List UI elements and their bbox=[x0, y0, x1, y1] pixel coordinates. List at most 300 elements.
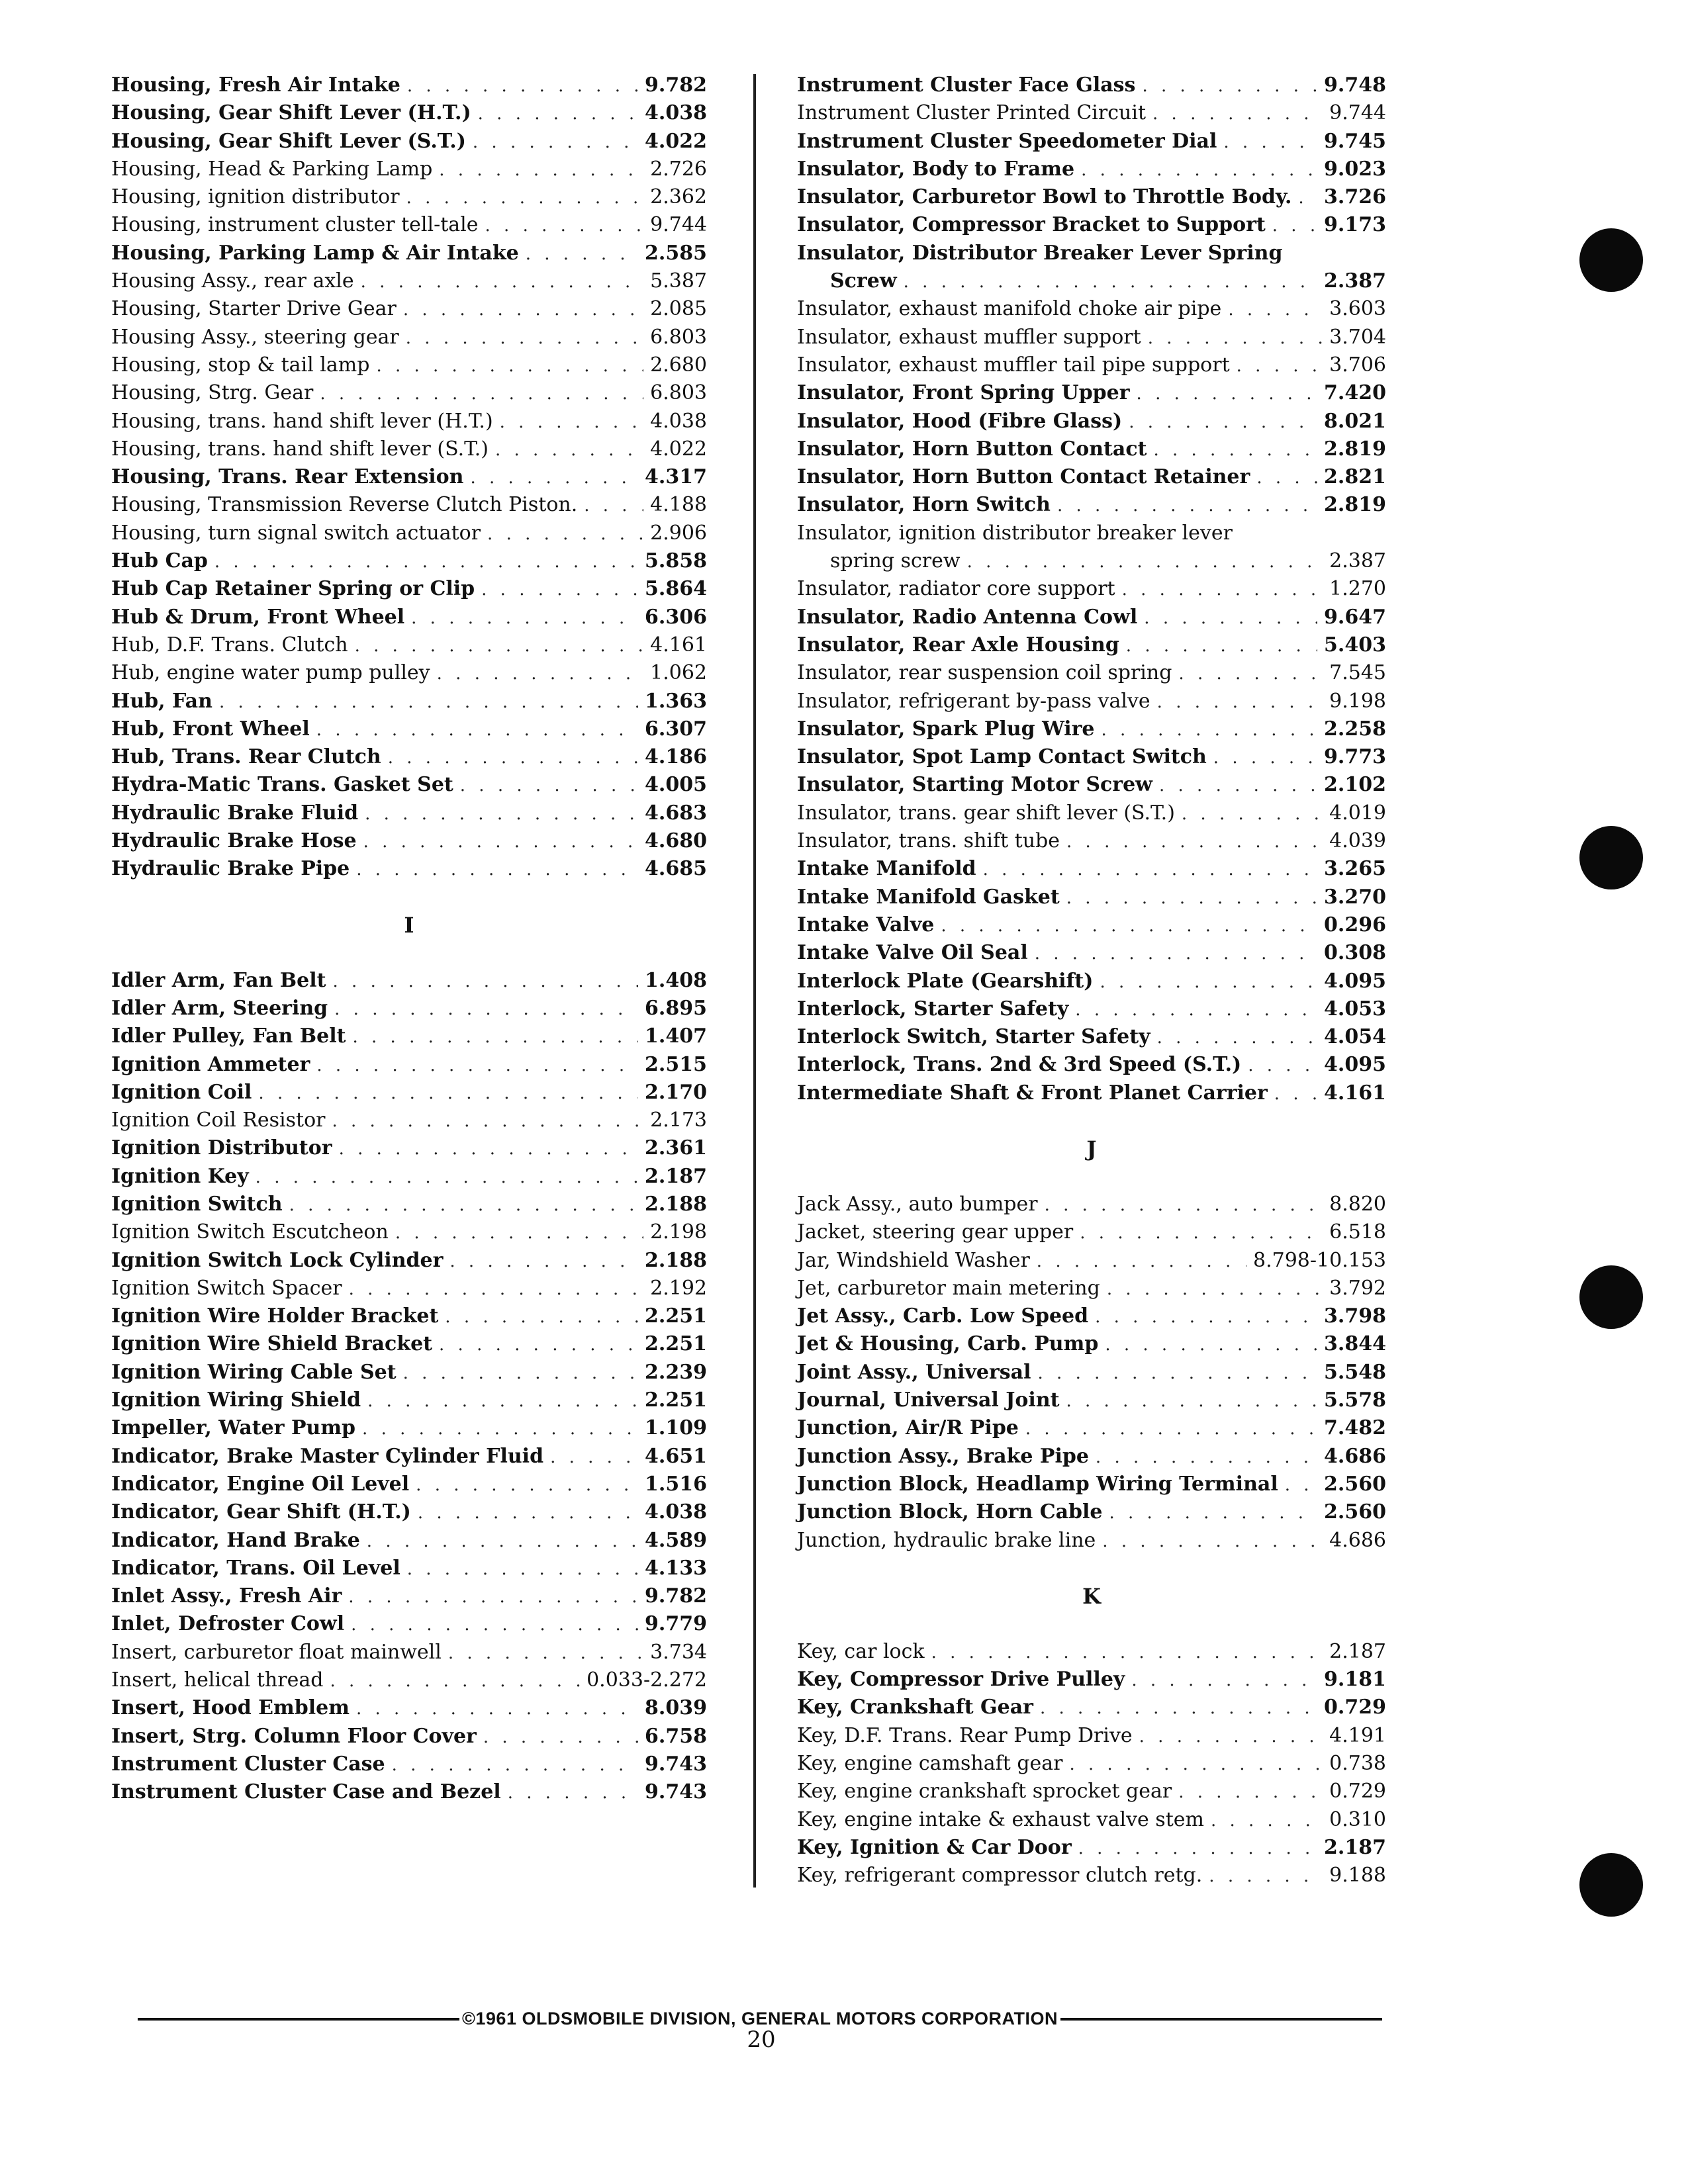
index-entry-name: Housing, stop & tail lamp bbox=[111, 353, 370, 377]
dot-leader bbox=[362, 1415, 638, 1443]
dot-leader bbox=[983, 856, 1317, 884]
index-entry bbox=[797, 1414, 1386, 1442]
index-entry-name: Intake Valve Oil Seal bbox=[797, 941, 1028, 965]
index-entry-page: 2.821 bbox=[1324, 465, 1386, 489]
index-entry bbox=[797, 1023, 1386, 1051]
punch-hole-1 bbox=[1579, 228, 1643, 292]
index-entry bbox=[797, 1750, 1386, 1778]
index-entry-name: Junction Block, Horn Cable bbox=[797, 1500, 1103, 1524]
index-entry-name: Insulator, Radio Antenna Cowl bbox=[797, 605, 1138, 629]
dot-leader bbox=[407, 1555, 638, 1583]
index-list-h bbox=[111, 71, 707, 884]
dot-leader bbox=[1178, 1778, 1323, 1806]
index-entry-name: Idler Arm, Fan Belt bbox=[111, 968, 326, 992]
index-entry-page: 6.518 bbox=[1329, 1220, 1386, 1244]
index-entry bbox=[111, 99, 707, 127]
index-entry-page: 2.251 bbox=[645, 1388, 707, 1412]
index-entry-page: 4.686 bbox=[1324, 1444, 1386, 1468]
index-entry-page: 3.603 bbox=[1329, 297, 1386, 321]
index-entry-name: Insert, helical thread bbox=[111, 1668, 324, 1692]
index-entry-page: 2.102 bbox=[1324, 773, 1386, 797]
index-entry-name: Inlet Assy., Fresh Air bbox=[111, 1584, 342, 1608]
index-entry-page: 8.021 bbox=[1324, 409, 1386, 433]
dot-leader bbox=[445, 1303, 638, 1331]
index-entry-page: 2.251 bbox=[645, 1304, 707, 1328]
index-entry-page: 6.306 bbox=[645, 605, 707, 629]
index-entry bbox=[111, 1023, 707, 1050]
index-entry-name: Ignition Distributor bbox=[111, 1136, 332, 1160]
index-entry-name: Insulator, Starting Motor Screw bbox=[797, 773, 1152, 797]
dot-leader bbox=[219, 688, 638, 716]
dot-leader bbox=[214, 548, 638, 576]
index-entry-name: Hub Cap Retainer Spring or Clip bbox=[111, 577, 475, 601]
index-entry bbox=[797, 631, 1386, 659]
index-entry bbox=[111, 324, 707, 351]
index-entry bbox=[797, 688, 1386, 715]
section-letter-i: I bbox=[404, 912, 414, 938]
index-entry bbox=[111, 183, 707, 211]
index-entry-page: 4.589 bbox=[645, 1528, 707, 1552]
index-entry-name: Insulator, refrigerant by-pass valve bbox=[797, 689, 1150, 713]
dot-leader bbox=[904, 268, 1317, 296]
dot-leader bbox=[353, 1023, 639, 1051]
section-letter-k: K bbox=[1082, 1583, 1101, 1609]
index-entry-name: Insulator, exhaust manifold choke air pipe bbox=[797, 297, 1222, 321]
index-entry-name: Housing, Transmission Reverse Clutch Piston. bbox=[111, 493, 578, 517]
index-list-j bbox=[797, 1191, 1386, 1555]
index-entry-name: Housing, Parking Lamp & Air Intake bbox=[111, 241, 519, 265]
dot-leader bbox=[1298, 184, 1317, 212]
index-entry bbox=[111, 1414, 707, 1442]
index-entry bbox=[797, 1191, 1386, 1218]
index-entry-page: 0.729 bbox=[1324, 1696, 1386, 1719]
index-entry-page: 2.187 bbox=[645, 1164, 707, 1188]
index-entry-page: 6.895 bbox=[645, 996, 707, 1020]
index-entry-name: Housing, turn signal switch actuator bbox=[111, 521, 481, 545]
dot-leader bbox=[407, 72, 638, 100]
dot-leader bbox=[355, 632, 644, 660]
index-entry-page: 2.515 bbox=[645, 1052, 707, 1076]
index-entry-name: Hub, engine water pump pulley bbox=[111, 661, 430, 685]
index-entry bbox=[111, 351, 707, 379]
index-entry bbox=[111, 995, 707, 1023]
index-entry-name: Key, refrigerant compressor clutch retg. bbox=[797, 1864, 1203, 1888]
index-entry-page: 1.408 bbox=[645, 968, 707, 992]
punch-hole-4 bbox=[1579, 1853, 1643, 1917]
index-entry-name: Jet, carburetor main metering bbox=[797, 1276, 1100, 1300]
index-entry bbox=[111, 631, 707, 659]
dot-leader bbox=[1066, 828, 1323, 856]
index-entry-name: Insulator, Horn Button Contact Retainer bbox=[797, 465, 1250, 489]
dot-leader bbox=[460, 772, 638, 799]
index-entry-page: 9.782 bbox=[645, 73, 707, 97]
index-entry-name: Housing Assy., rear axle bbox=[111, 269, 354, 293]
index-entry-name: Jet & Housing, Carb. Pump bbox=[797, 1332, 1099, 1356]
index-entry bbox=[797, 240, 1386, 267]
index-entry-name: Ignition Coil Resistor bbox=[111, 1109, 326, 1132]
index-right-column bbox=[797, 71, 1386, 1890]
index-entry-name: Hub, Front Wheel bbox=[111, 717, 310, 741]
index-entry-name: Housing, Trans. Rear Extension bbox=[111, 465, 464, 489]
index-entry-page: 2.819 bbox=[1324, 493, 1386, 517]
index-entry-name: Hydraulic Brake Hose bbox=[111, 829, 357, 853]
dot-leader bbox=[473, 128, 638, 156]
index-entry-page: 8.798-10.153 bbox=[1253, 1248, 1386, 1272]
index-entry-name: Junction Assy., Brake Pipe bbox=[797, 1444, 1089, 1468]
index-entry-name: Ignition Switch Lock Cylinder bbox=[111, 1248, 444, 1272]
dot-leader bbox=[1148, 324, 1323, 352]
dot-leader bbox=[1096, 1443, 1317, 1471]
index-entry-page: 5.864 bbox=[645, 577, 707, 601]
index-entry-page: 9.773 bbox=[1324, 745, 1386, 769]
dot-leader bbox=[351, 1611, 638, 1639]
index-entry-name: Jack Assy., auto bumper bbox=[797, 1192, 1038, 1216]
index-entry bbox=[797, 1722, 1386, 1750]
index-entry-page: 2.170 bbox=[645, 1080, 707, 1104]
index-entry-page: 2.387 bbox=[1324, 269, 1386, 293]
index-entry-name: Intermediate Shaft & Front Planet Carrier bbox=[797, 1081, 1268, 1105]
index-entry-page: 5.858 bbox=[645, 549, 707, 573]
index-entry-page: 9.779 bbox=[645, 1612, 707, 1636]
index-entry bbox=[111, 1694, 707, 1722]
index-entry-name: Ignition Coil bbox=[111, 1080, 252, 1104]
dot-leader bbox=[388, 744, 638, 772]
index-entry bbox=[111, 799, 707, 827]
index-entry bbox=[797, 1359, 1386, 1387]
dot-leader bbox=[1137, 380, 1318, 408]
index-entry bbox=[797, 71, 1386, 99]
index-entry-name: Housing, Strg. Gear bbox=[111, 381, 314, 405]
index-entry bbox=[797, 1778, 1386, 1805]
index-entry-page: 4.161 bbox=[1324, 1081, 1386, 1105]
index-entry-name: Insulator, Spot Lamp Contact Switch bbox=[797, 745, 1207, 769]
dot-leader bbox=[1095, 1303, 1317, 1331]
dot-leader bbox=[367, 1387, 638, 1415]
index-entry-page: 2.906 bbox=[650, 521, 707, 545]
dot-leader bbox=[1256, 464, 1317, 492]
index-entry-page: 2.187 bbox=[1324, 1835, 1386, 1859]
index-entry bbox=[111, 463, 707, 491]
index-entry-name: Screw bbox=[830, 269, 897, 293]
dot-leader bbox=[439, 1331, 638, 1359]
index-entry-name: Key, engine camshaft gear bbox=[797, 1752, 1063, 1776]
index-entry bbox=[797, 855, 1386, 883]
index-entry-page: 9.647 bbox=[1324, 605, 1386, 629]
index-entry-page: 9.743 bbox=[645, 1752, 707, 1776]
index-entry bbox=[797, 491, 1386, 519]
index-entry-page: 2.819 bbox=[1324, 437, 1386, 461]
index-entry bbox=[797, 911, 1386, 939]
index-entry-page: 7.545 bbox=[1329, 661, 1386, 685]
index-entry-page: 4.317 bbox=[645, 465, 707, 489]
dot-leader bbox=[1122, 576, 1323, 604]
dot-leader bbox=[356, 856, 638, 884]
index-entry bbox=[111, 855, 707, 883]
index-entry bbox=[797, 1275, 1386, 1302]
index-entry-page: 9.173 bbox=[1324, 213, 1386, 237]
dot-leader bbox=[1109, 1499, 1318, 1527]
dot-leader bbox=[320, 380, 643, 408]
index-entry-page: 4.095 bbox=[1324, 969, 1386, 993]
index-entry bbox=[797, 1079, 1386, 1107]
index-entry bbox=[111, 1107, 707, 1134]
index-entry bbox=[111, 1051, 707, 1079]
index-entry bbox=[111, 604, 707, 631]
index-entry bbox=[111, 827, 707, 855]
index-entry-name: Insulator, Horn Switch bbox=[797, 493, 1051, 517]
index-entry bbox=[797, 324, 1386, 351]
index-entry-name: Insulator, trans. gear shift lever (S.T.) bbox=[797, 801, 1175, 825]
index-entry-page: 8.820 bbox=[1329, 1192, 1386, 1216]
index-entry-page: 9.744 bbox=[1329, 101, 1386, 125]
dot-leader bbox=[550, 1443, 638, 1471]
index-entry bbox=[111, 547, 707, 575]
index-entry bbox=[111, 1302, 707, 1330]
dot-leader bbox=[1131, 1666, 1317, 1694]
index-entry-page: 1.270 bbox=[1329, 577, 1386, 601]
dot-leader bbox=[333, 968, 639, 995]
index-entry bbox=[111, 1359, 707, 1387]
dot-leader bbox=[1159, 772, 1317, 799]
dot-leader bbox=[403, 1359, 638, 1387]
index-entry-name: Interlock, Starter Safety bbox=[797, 997, 1069, 1021]
index-entry-page: 1.109 bbox=[645, 1416, 707, 1440]
index-entry-page: 2.187 bbox=[1329, 1639, 1386, 1663]
index-entry-page: 3.792 bbox=[1329, 1276, 1386, 1300]
index-entry bbox=[111, 295, 707, 323]
index-entry bbox=[797, 771, 1386, 799]
index-entry-name: Interlock Switch, Starter Safety bbox=[797, 1025, 1150, 1049]
dot-leader bbox=[1035, 940, 1317, 968]
index-entry bbox=[111, 1751, 707, 1778]
index-list-i-continued bbox=[797, 71, 1386, 1107]
dot-leader bbox=[449, 1248, 638, 1275]
index-entry-name: Hub Cap bbox=[111, 549, 208, 573]
index-entry-page: 2.387 bbox=[1329, 549, 1386, 573]
index-entry bbox=[111, 1555, 707, 1582]
index-entry-name: Insulator, Carburetor Bowl to Throttle Body. bbox=[797, 185, 1292, 209]
index-entry-name: Housing, Gear Shift Lever (S.T.) bbox=[111, 129, 466, 153]
dot-leader bbox=[1126, 632, 1317, 660]
dot-leader bbox=[1285, 1471, 1317, 1499]
dot-leader bbox=[439, 156, 643, 184]
index-entry-page: 3.706 bbox=[1329, 353, 1386, 377]
index-entry bbox=[111, 1275, 707, 1302]
index-entry bbox=[111, 520, 707, 547]
dot-leader bbox=[1102, 1527, 1323, 1555]
dot-leader bbox=[448, 1639, 643, 1667]
index-entry bbox=[111, 156, 707, 183]
dot-leader bbox=[349, 1275, 643, 1303]
copyright-notice: ©1961 OLDSMOBILE DIVISION, GENERAL MOTORS CORPORATION bbox=[462, 2009, 1058, 2028]
index-entry-page: 2.560 bbox=[1324, 1500, 1386, 1524]
index-entry-name: Instrument Cluster Printed Circuit bbox=[797, 101, 1147, 125]
index-entry-page: 3.704 bbox=[1329, 325, 1386, 349]
dot-leader bbox=[508, 1779, 638, 1807]
index-entry-page: 6.758 bbox=[645, 1724, 707, 1748]
index-entry bbox=[797, 1247, 1386, 1275]
dot-leader bbox=[931, 1639, 1323, 1666]
index-entry bbox=[797, 1527, 1386, 1555]
page-number: 20 bbox=[747, 2026, 776, 2053]
index-entry-name: Hub, Trans. Rear Clutch bbox=[111, 745, 381, 769]
index-entry bbox=[111, 1163, 707, 1191]
dot-leader bbox=[339, 1135, 638, 1163]
index-entry bbox=[111, 659, 707, 687]
index-entry-page: 2.251 bbox=[645, 1332, 707, 1356]
index-entry bbox=[797, 1638, 1386, 1666]
index-entry bbox=[797, 267, 1386, 295]
index-entry bbox=[797, 128, 1386, 156]
footer-rule-left bbox=[138, 2018, 459, 2021]
index-entry-name: Ignition Switch Escutcheon bbox=[111, 1220, 389, 1244]
index-entry-page: 4.053 bbox=[1324, 997, 1386, 1021]
index-entry-name: Idler Arm, Steering bbox=[111, 996, 328, 1020]
index-entry-page: 1.407 bbox=[645, 1024, 707, 1048]
index-entry bbox=[797, 463, 1386, 491]
index-entry bbox=[111, 1527, 707, 1555]
index-entry bbox=[111, 743, 707, 771]
index-entry bbox=[797, 1862, 1386, 1889]
dot-leader bbox=[376, 352, 643, 380]
index-entry-page: 0.296 bbox=[1324, 913, 1386, 936]
section-letter-j: J bbox=[1086, 1136, 1097, 1161]
index-entry-name: Insulator, Hood (Fibre Glass) bbox=[797, 409, 1123, 433]
index-entry-name: Intake Manifold bbox=[797, 857, 976, 881]
index-entry-name: Key, engine crankshaft sprocket gear bbox=[797, 1780, 1172, 1803]
index-entry-page: 4.161 bbox=[650, 633, 707, 657]
dot-leader bbox=[1102, 716, 1318, 744]
dot-leader bbox=[1037, 1248, 1246, 1275]
index-entry-page: 2.239 bbox=[645, 1360, 707, 1384]
index-entry bbox=[111, 1639, 707, 1666]
dot-leader bbox=[1045, 1191, 1323, 1219]
dot-leader bbox=[495, 436, 643, 464]
index-entry-page: 3.734 bbox=[650, 1640, 707, 1664]
dot-leader bbox=[1070, 1751, 1323, 1778]
index-entry-name: Insulator, Rear Axle Housing bbox=[797, 633, 1119, 657]
index-entry-name: Ignition Ammeter bbox=[111, 1052, 310, 1076]
index-entry-page: 4.005 bbox=[645, 773, 707, 797]
dot-leader bbox=[392, 1751, 638, 1779]
index-entry bbox=[111, 771, 707, 799]
index-entry-page: 9.744 bbox=[650, 213, 707, 237]
index-entry bbox=[797, 1666, 1386, 1694]
index-entry-page: 4.186 bbox=[645, 745, 707, 769]
index-entry-name: Key, car lock bbox=[797, 1639, 925, 1663]
index-entry-name: Insulator, ignition distributor breaker lever bbox=[797, 521, 1233, 545]
index-entry-page: 2.680 bbox=[650, 353, 707, 377]
index-entry-name: Instrument Cluster Case and Bezel bbox=[111, 1780, 501, 1804]
dot-leader bbox=[1105, 1331, 1317, 1359]
dot-leader bbox=[1129, 408, 1317, 436]
dot-leader bbox=[1211, 1807, 1323, 1835]
index-entry-name: Key, Crankshaft Gear bbox=[797, 1696, 1033, 1719]
index-entry-name: Indicator, Hand Brake bbox=[111, 1528, 360, 1552]
index-entry bbox=[797, 1218, 1386, 1246]
dot-leader bbox=[481, 576, 638, 604]
index-entry-page: 3.726 bbox=[1324, 185, 1386, 209]
footer-rule-right bbox=[1060, 2018, 1382, 2021]
index-entry-page: 3.844 bbox=[1324, 1332, 1386, 1356]
index-entry-page: 2.188 bbox=[645, 1248, 707, 1272]
index-entry-name: Key, Compressor Drive Pulley bbox=[797, 1668, 1125, 1692]
dot-leader bbox=[1057, 492, 1317, 520]
dot-leader bbox=[256, 1163, 638, 1191]
dot-leader bbox=[485, 212, 644, 240]
dot-leader bbox=[478, 100, 638, 128]
index-entry-page: 4.686 bbox=[1329, 1528, 1386, 1552]
index-entry bbox=[111, 1079, 707, 1107]
index-entry-page: 4.685 bbox=[645, 857, 707, 881]
dot-leader bbox=[1209, 1862, 1323, 1890]
index-entry bbox=[111, 1330, 707, 1358]
index-entry-page: 6.803 bbox=[650, 381, 707, 405]
index-entry-name: Hydraulic Brake Pipe bbox=[111, 857, 350, 881]
index-entry-page: 4.683 bbox=[645, 801, 707, 825]
index-entry-name: Insulator, Front Spring Upper bbox=[797, 381, 1130, 405]
index-entry bbox=[797, 1471, 1386, 1498]
index-entry-page: 4.038 bbox=[645, 101, 707, 125]
index-entry-name: Instrument Cluster Speedometer Dial bbox=[797, 129, 1217, 153]
index-left-column bbox=[111, 71, 707, 1807]
punch-hole-3 bbox=[1579, 1265, 1643, 1329]
index-entry-name: Interlock, Trans. 2nd & 3rd Speed (S.T.) bbox=[797, 1053, 1242, 1077]
index-entry-page: 4.039 bbox=[1329, 829, 1386, 853]
index-entry bbox=[111, 1191, 707, 1218]
dot-leader bbox=[967, 548, 1323, 576]
index-entry-page: 2.258 bbox=[1324, 717, 1386, 741]
dot-leader bbox=[316, 1052, 638, 1079]
dot-leader bbox=[1066, 884, 1317, 912]
index-entry-page: 4.680 bbox=[645, 829, 707, 853]
index-entry bbox=[111, 267, 707, 295]
dot-leader bbox=[584, 492, 643, 520]
index-entry-page: 4.651 bbox=[645, 1444, 707, 1468]
index-entry-page: 0.308 bbox=[1324, 941, 1386, 965]
index-entry-name: Housing, ignition distributor bbox=[111, 185, 400, 209]
index-entry bbox=[111, 128, 707, 156]
index-entry-page: 2.188 bbox=[645, 1192, 707, 1216]
index-entry bbox=[797, 827, 1386, 855]
index-entry-page: 4.038 bbox=[650, 409, 707, 433]
dot-leader bbox=[1228, 296, 1323, 324]
index-entry bbox=[797, 1498, 1386, 1526]
index-entry bbox=[797, 1834, 1386, 1862]
dot-leader bbox=[1223, 128, 1317, 156]
dot-leader bbox=[289, 1191, 638, 1219]
dot-leader bbox=[1153, 436, 1317, 464]
dot-leader bbox=[1248, 1052, 1317, 1079]
index-entry bbox=[797, 1443, 1386, 1471]
punch-hole-2 bbox=[1579, 826, 1643, 889]
index-entry-name: Insert, carburetor float mainwell bbox=[111, 1640, 442, 1664]
index-entry-page: 7.420 bbox=[1324, 381, 1386, 405]
dot-leader bbox=[356, 1695, 638, 1723]
index-entry bbox=[111, 715, 707, 743]
index-entry-name: Instrument Cluster Face Glass bbox=[797, 73, 1136, 97]
dot-leader bbox=[1152, 100, 1323, 128]
index-entry bbox=[797, 1330, 1386, 1358]
index-entry-page: 9.748 bbox=[1324, 73, 1386, 97]
index-entry bbox=[797, 743, 1386, 771]
dot-leader bbox=[1182, 800, 1323, 828]
index-entry-page: 5.387 bbox=[650, 269, 707, 293]
dot-leader bbox=[1213, 744, 1317, 772]
index-entry-name: Key, Ignition & Car Door bbox=[797, 1835, 1072, 1859]
index-entry-name: Key, engine intake & exhaust valve stem bbox=[797, 1807, 1204, 1831]
index-entry-page: 6.307 bbox=[645, 717, 707, 741]
